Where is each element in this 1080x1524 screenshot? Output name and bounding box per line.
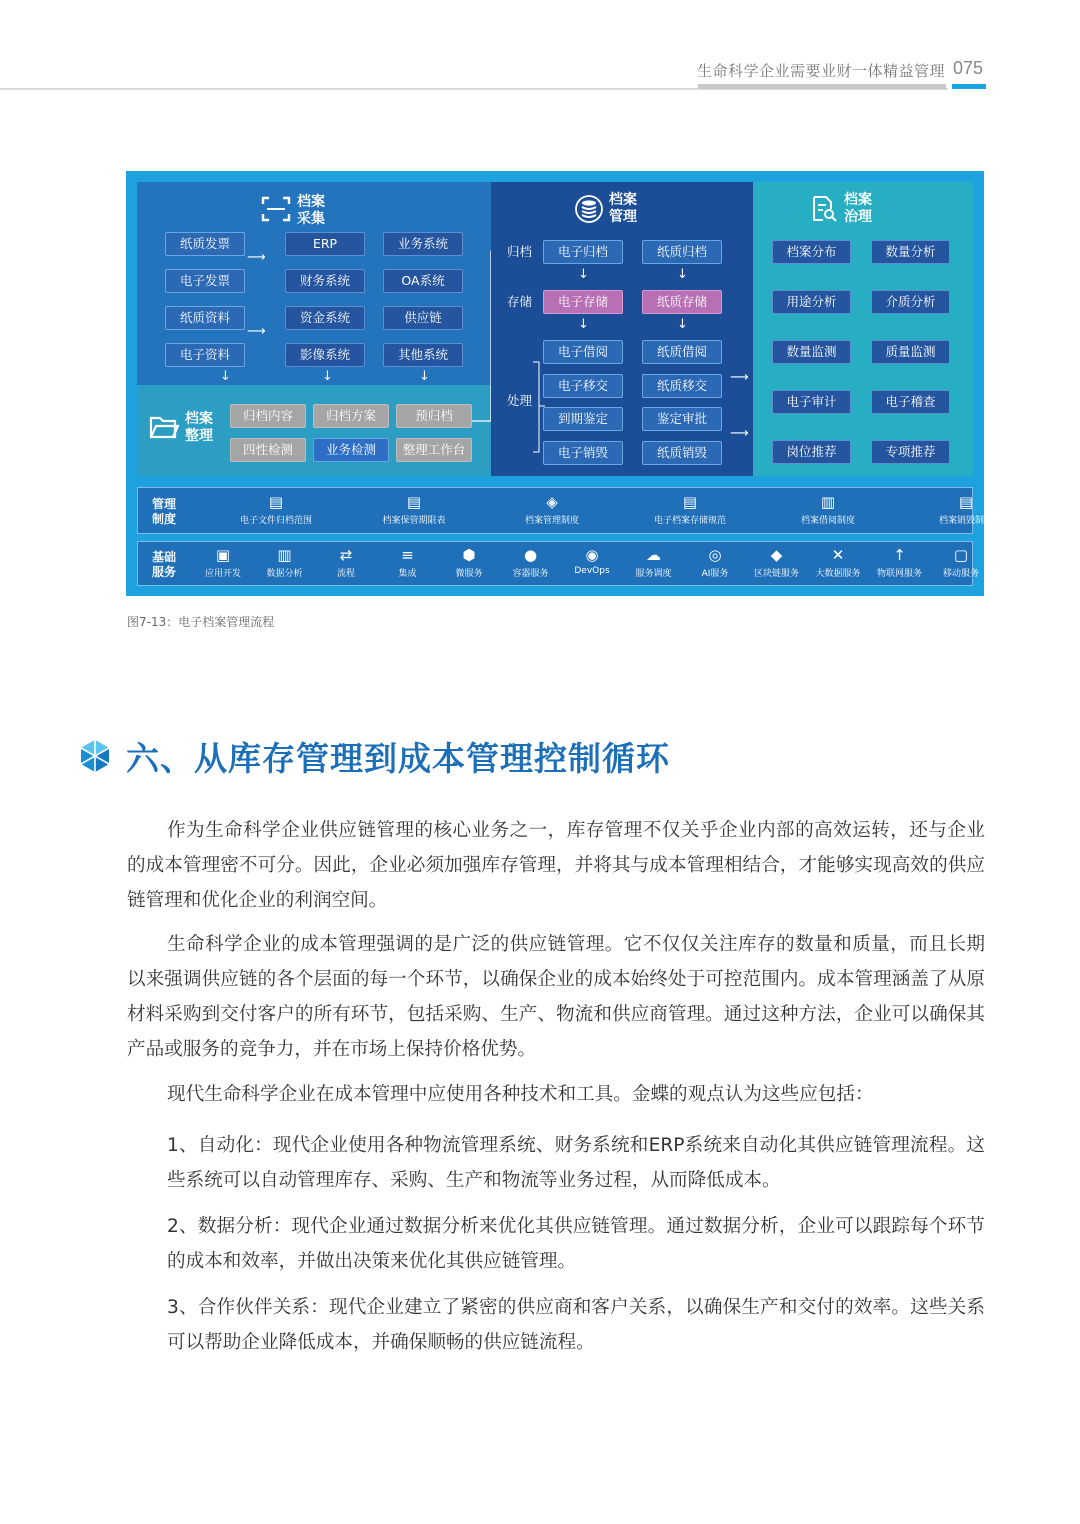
organize-title: 档案 整理: [185, 411, 213, 444]
list-item-data-analysis: 2、数据分析：现代企业通过数据分析来优化其供应链管理。通过数据分析，企业可以跟踪每个环节的成本和效率，并做出决策来优化其供应链管理。: [167, 1216, 985, 1272]
band-management-policy: [137, 487, 993, 534]
document-icon: ▤: [682, 493, 698, 511]
infra-service-item: ▢ 移动服务: [931, 546, 991, 579]
policy-item: ▥ 档案借阅制度: [768, 493, 888, 526]
arrow-down-icon: ↓: [419, 369, 430, 384]
arrow-down-icon: ↓: [578, 317, 589, 332]
system-imaging: 影像系统: [285, 343, 365, 367]
label-storage: 存储: [507, 294, 533, 309]
infra-service-item: ✕ 大数据服务: [808, 546, 868, 579]
service-icon: ▢: [953, 546, 969, 564]
running-title: 生命科学企业需要业财一体精益管理: [697, 62, 946, 80]
service-icon: ●: [523, 546, 538, 564]
manage-appraisal-approval: 鉴定审批: [642, 407, 722, 431]
arrow-right-icon: ⟶: [730, 370, 749, 385]
label-archive: 归档: [507, 244, 533, 259]
service-icon: ↑: [893, 546, 906, 564]
source-paper-invoice: 纸质发票: [165, 232, 245, 256]
panel-archive-govern: [753, 182, 973, 476]
arrow-right-icon: ⟶: [730, 426, 749, 441]
panel-archive-collect: [137, 182, 491, 385]
infra-title: 基础 服务: [152, 550, 177, 579]
arrow-down-icon: ↓: [578, 267, 589, 282]
figure-caption: 图7-13：电子档案管理流程: [127, 615, 275, 629]
service-icon: ◎: [708, 546, 722, 564]
section-title: 六、从库存管理到成本管理控制循环: [126, 738, 670, 778]
panel-archive-manage: [491, 182, 753, 476]
govern-distribution: 档案分布: [772, 240, 851, 264]
manage-paper-archive: 纸质归档: [642, 240, 722, 264]
service-icon: ◆: [770, 546, 783, 564]
document-icon: ▤: [406, 493, 422, 511]
manage-e-borrow: 电子借阅: [543, 340, 623, 364]
manage-title: 档案 管理: [609, 192, 637, 225]
paragraph-2: 生命科学企业的成本管理强调的是广泛的供应链管理。它不仅仅关注库存的数量和质量，而且长期以来强调供应链的各个层面的每一个环节，以确保企业的成本始终处于可控范围内。成本管理涵盖了从原材料采购到交付客户的所有环节，包括采购、生产、物流和供应商管理。通过这种方法，企业可以确保其产品或服务的竞争力，并在市场上保持价格优势。: [127, 934, 985, 1060]
govern-position-recommend: 岗位推荐: [772, 440, 851, 464]
paragraph-3: 现代生命科学企业在成本管理中应使用各种技术和工具。金蝶的观点认为这些应包括：: [167, 1084, 874, 1105]
govern-usage-analysis: 用途分析: [772, 290, 851, 314]
govern-quantity-monitor: 数量监测: [772, 340, 851, 364]
archive-management-diagram: [126, 171, 993, 596]
source-e-docs: 电子资料: [165, 343, 245, 367]
system-erp: ERP: [285, 232, 365, 256]
source-e-invoice: 电子发票: [165, 269, 245, 293]
govern-media-analysis: 介质分析: [871, 290, 950, 314]
infra-service-item: ⇄ 流程: [316, 546, 376, 579]
manage-e-destroy: 电子销毁: [543, 441, 623, 465]
arrow-down-icon: ↓: [220, 369, 231, 384]
header-title-bar: [698, 84, 946, 89]
service-icon: ▣: [215, 546, 231, 564]
system-finance: 财务系统: [285, 269, 365, 293]
policy-item: ▤ 电子文件归档范围: [216, 493, 336, 526]
panel-archive-organize: [137, 385, 491, 476]
section-heading: [78, 733, 670, 779]
label-process: 处理: [507, 393, 533, 408]
infra-service-item: ⬢ 微服务: [439, 546, 499, 579]
document-icon: ▤: [958, 493, 974, 511]
arrow-right-icon: ⟶: [247, 324, 266, 339]
manage-paper-storage: 纸质存储: [642, 290, 722, 314]
system-treasury: 资金系统: [285, 306, 365, 330]
infra-service-item: ▣ 应用开发: [193, 546, 253, 579]
list-item-partnership: 3、合作伙伴关系：现代企业建立了紧密的供应商和客户关系，以确保生产和交付的效率。这些关系可以帮助企业降低成本，并确保顺畅的供应链流程。: [167, 1297, 985, 1353]
service-icon: ⇄: [339, 546, 353, 564]
manage-e-storage: 电子存储: [543, 290, 623, 314]
system-oa: OA系统: [383, 269, 463, 293]
manage-paper-transfer: 纸质移交: [642, 374, 722, 398]
service-icon: ☁: [646, 546, 661, 564]
system-other: 其他系统: [383, 343, 463, 367]
policy-item: ▤ 档案保管期限表: [354, 493, 474, 526]
infra-service-item: ≡ 集成: [378, 546, 438, 579]
infra-service-item: ◉ DevOps: [562, 546, 622, 576]
policy-title: 管理 制度: [152, 497, 177, 526]
paragraph-1: 作为生命科学企业供应链管理的核心业务之一，库存管理不仅关乎企业内部的高效运转，还与企业的成本管理密不可分。因此，企业必须加强库存管理，并将其与成本管理相结合，才能够实现高效的供应链管理和优化企业的利润空间。: [127, 820, 985, 911]
collect-title: 档案 采集: [297, 194, 325, 227]
system-business: 业务系统: [383, 232, 463, 256]
organize-four-checks: 四性检测: [230, 438, 306, 462]
folder-icon: [149, 414, 179, 440]
govern-special-recommend: 专项推荐: [871, 440, 950, 464]
arrow-right-icon: ⟶: [247, 250, 266, 265]
arrow-down-icon: ↓: [677, 317, 688, 332]
service-icon: ◉: [585, 546, 599, 564]
manage-paper-destroy: 纸质销毁: [642, 441, 722, 465]
organize-business-check: 业务检测: [313, 438, 389, 462]
hexagon-cube-icon: [78, 739, 112, 773]
infra-service-item: ▥ 数据分析: [255, 546, 315, 579]
band-infra-services: [137, 541, 979, 586]
scan-icon: [261, 195, 291, 223]
govern-e-audit: 电子审计: [772, 390, 851, 414]
govern-e-inspection: 电子稽查: [871, 390, 950, 414]
service-icon: ▥: [277, 546, 292, 564]
database-icon: [574, 194, 604, 224]
manage-e-archive: 电子归档: [543, 240, 623, 264]
document-icon: ▥: [820, 493, 836, 511]
document-search-icon: [810, 195, 838, 223]
manage-expiry-appraisal: 到期鉴定: [543, 407, 623, 431]
infra-service-item: ◆ 区块链服务: [747, 546, 807, 579]
document-icon: ◈: [546, 493, 558, 511]
infra-service-item: ☁ 服务调度: [624, 546, 684, 579]
infra-service-item: ◎ AI服务: [685, 546, 745, 579]
organize-workbench: 整理工作台: [396, 438, 472, 462]
govern-title: 档案 治理: [844, 192, 872, 225]
page-header: [0, 0, 1080, 100]
manage-e-transfer: 电子移交: [543, 374, 623, 398]
infra-service-item: ↑ 物联网服务: [870, 546, 930, 579]
system-supply-chain: 供应链: [383, 306, 463, 330]
service-icon: ≡: [401, 546, 414, 564]
infra-service-item: ● 容器服务: [501, 546, 561, 579]
header-accent-bar: [952, 84, 986, 89]
service-icon: ✕: [831, 546, 845, 564]
manage-paper-borrow: 纸质借阅: [642, 340, 722, 364]
govern-quantity-analysis: 数量分析: [871, 240, 950, 264]
organize-archive-content: 归档内容: [230, 404, 306, 428]
organize-archive-plan: 归档方案: [313, 404, 389, 428]
arrow-down-icon: ↓: [322, 369, 333, 384]
policy-item: ▤ 档案销毁制度: [906, 493, 1026, 526]
document-icon: ▤: [268, 493, 284, 511]
list-item-automation: 1、自动化：现代企业使用各种物流管理系统、财务系统和ERP系统来自动化其供应链管理流程。这些系统可以自动管理库存、采购、生产和物流等业务过程，从而降低成本。: [167, 1135, 985, 1191]
govern-quality-monitor: 质量监测: [871, 340, 950, 364]
policy-item: ▤ 电子档案存储规范: [630, 493, 750, 526]
organize-pre-archive: 预归档: [396, 404, 472, 428]
arrow-down-icon: ↓: [677, 267, 688, 282]
service-icon: ⬢: [462, 546, 476, 564]
source-paper-docs: 纸质资料: [165, 306, 245, 330]
page-number: 075: [953, 58, 984, 78]
policy-item: ◈ 档案管理制度: [492, 493, 612, 526]
